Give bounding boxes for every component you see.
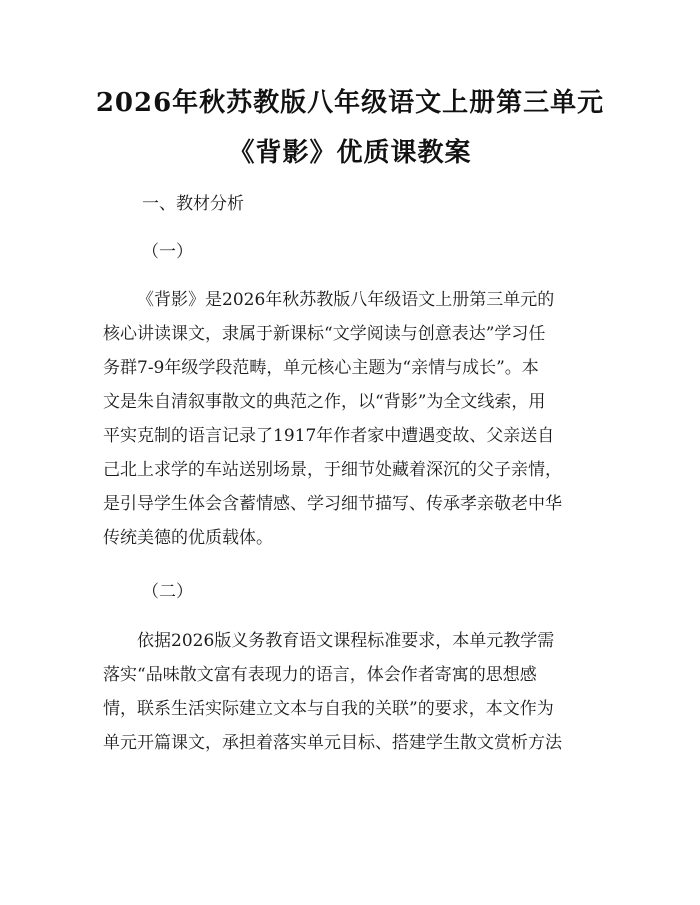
sub-heading-two: （二） xyxy=(142,582,193,602)
paragraph-1-line: 平实克制的语言记录了1917年作者家中遭遇变故、父亲送自 xyxy=(103,426,555,446)
document-title-line-2: 《背影》优质课教案 xyxy=(228,138,472,168)
paragraph-1-line: 核心讲读课文，隶属于新课标“文学阅读与创意表达”学习任 xyxy=(103,324,546,344)
paragraph-2-line: 依据2026版义务教育语文课程标准要求，本单元教学需 xyxy=(137,631,555,651)
document-title-line-1: 2026年秋苏教版八年级语文上册第三单元 xyxy=(95,88,605,118)
paragraph-2-line: 落实“品味散文富有表现力的语言，体会作者寄寓的思想感 xyxy=(103,665,537,685)
paragraph-1-line: 务群7-9年级学段范畴，单元核心主题为“亲情与成长”。本 xyxy=(103,358,539,378)
paragraph-2 xyxy=(103,624,597,760)
paragraph-2-line: 情，联系生活实际建立文本与自我的关联”的要求，本文作为 xyxy=(103,699,554,719)
paragraph-1-line: 文是朱自清叙事散文的典范之作，以“背影”为全文线索，用 xyxy=(103,392,546,412)
paragraph-1 xyxy=(103,283,597,555)
paragraph-1-line: 传统美德的优质载体。 xyxy=(103,528,273,548)
section-heading-textbook-analysis: 一、教材分析 xyxy=(142,194,244,214)
paragraph-2-line: 单元开篇课文，承担着落实单元目标、搭建学生散文赏析方法 xyxy=(103,733,562,753)
paragraph-1-line: 《背影》是2026年秋苏教版八年级语文上册第三单元的 xyxy=(137,290,555,310)
sub-heading-one: （一） xyxy=(142,242,193,262)
paragraph-1-line: 是引导学生体会含蓄情感、学习细节描写、传承孝亲敬老中华 xyxy=(103,494,562,514)
paragraph-1-line: 己北上求学的车站送别场景，于细节处藏着深沉的父子亲情， xyxy=(103,460,562,480)
